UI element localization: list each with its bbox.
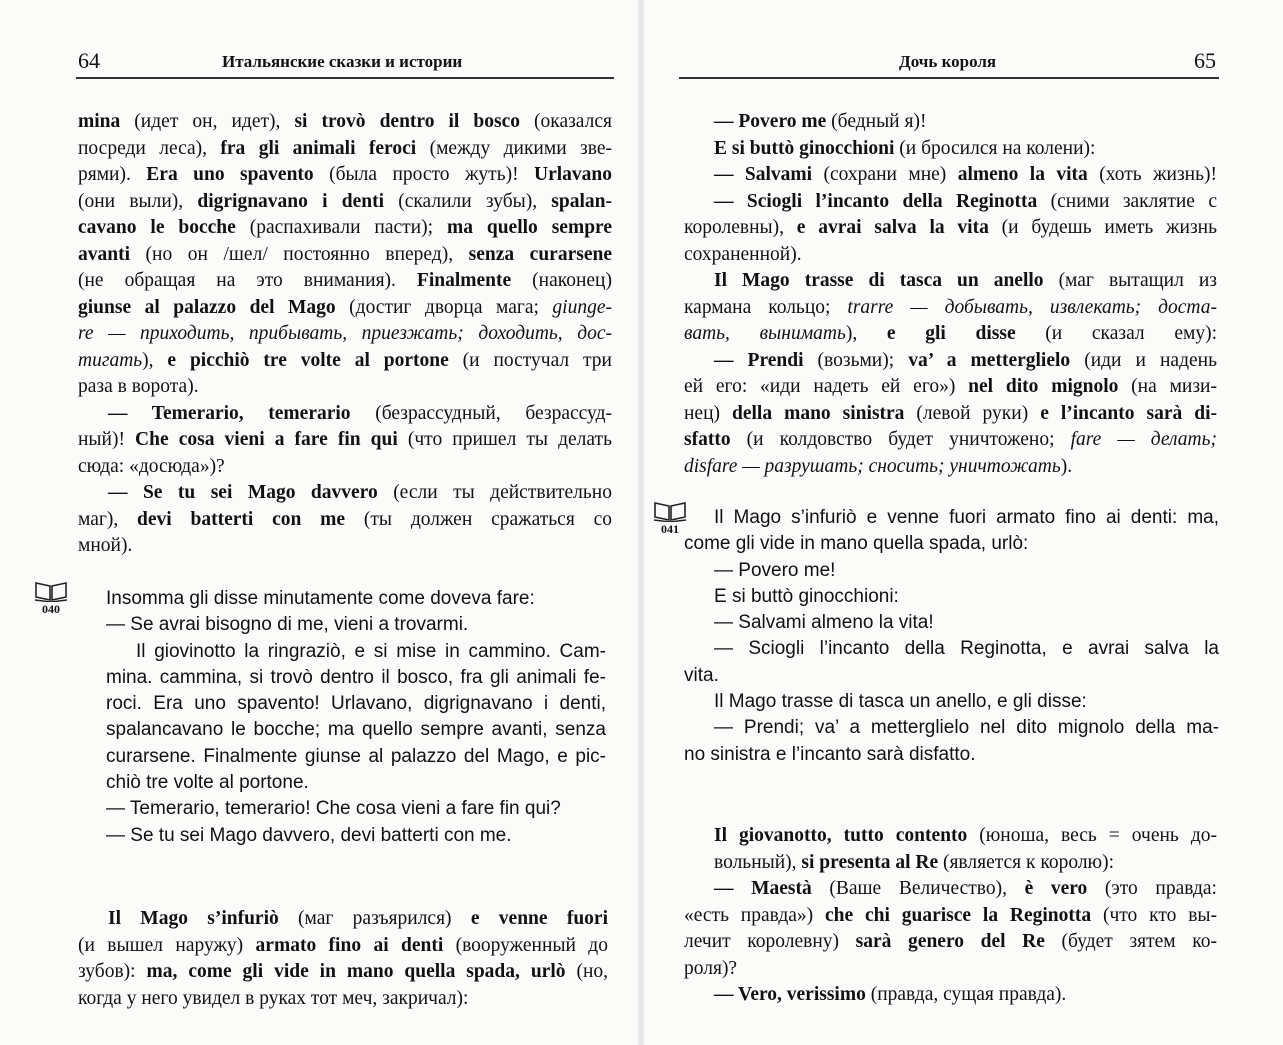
russian-translation: маг), — [78, 508, 138, 530]
open-book-icon — [34, 580, 68, 602]
russian-translation: (но он /шел/ постоянно вперед), — [130, 243, 469, 265]
header-rule — [76, 77, 614, 79]
text-line: — Se tu sei Mago davvero, devi batterti con me. — [106, 824, 512, 846]
italian-phrase: della mano sinistra — [732, 402, 905, 424]
italian-phrase: Che cosa vieni a fare fin qui — [135, 429, 398, 450]
text-line — [78, 162, 612, 189]
text-line: — Sciogli l’incanto della Reginotta, e avrai salva la — [714, 638, 1219, 660]
italian-phrase: è vero — [1024, 878, 1088, 899]
russian-translation: (вооруженный до — [443, 934, 608, 956]
text-line — [684, 427, 1217, 454]
audio-track-number: 041 — [661, 522, 679, 536]
russian-translation: когда у него увидел в руках тот меч, закричал): — [78, 987, 469, 1009]
text-line — [78, 454, 612, 481]
text-line — [684, 956, 1217, 983]
italian-phrase: devi batterti con me — [137, 508, 346, 530]
italian-phrase: Finalmente — [416, 270, 512, 291]
text-line — [78, 480, 612, 507]
russian-translation: (наконец) — [511, 270, 612, 291]
left-page — [0, 0, 641, 1045]
text-line: Insomma gli disse minutamente come doveva fare: — [106, 588, 535, 609]
italian-phrase: e l’incanto sarà di- — [1040, 402, 1217, 424]
russian-translation: сохраненной). — [684, 243, 802, 265]
russian-translation: мной). — [78, 535, 133, 556]
page-number: 64 — [78, 48, 100, 73]
russian-translation: (правда, сущая правда). — [865, 984, 1067, 1005]
bilingual-text-bottom — [684, 823, 1217, 1009]
russian-translation: (распахивали пасти); — [235, 217, 447, 238]
russian-translation: (Ваше Величество), — [811, 878, 1025, 899]
text-line: Il giovinotto la ringraziò, e si mise in cammino. Cam- — [136, 640, 606, 662]
italian-phrase: — Prendi — [714, 349, 804, 371]
russian-translation: (будет зятем ко- — [1044, 931, 1217, 952]
russian-translation: лечит королевну) — [684, 931, 856, 952]
russian-translation: (сохрани мне) — [812, 164, 958, 185]
italian-phrase: — Temerario, temerario — [108, 402, 351, 424]
italian-phrase: almeno la vita — [957, 164, 1088, 185]
italian-phrase: mina — [78, 111, 121, 132]
glossary-note: giunge- — [552, 296, 612, 318]
text-line — [684, 903, 1217, 930]
italian-phrase: ma, come gli vide in mano quella spada, urlò — [146, 961, 566, 982]
text-line — [684, 348, 1217, 375]
russian-translation: ), — [142, 349, 168, 371]
russian-translation: (не обращая на это внимания). — [78, 270, 417, 291]
italian-phrase: — Povero me — [714, 111, 827, 132]
russian-translation: королевны), — [684, 217, 797, 238]
italian-phrase: si trovò dentro il bosco — [294, 111, 520, 132]
italian-phrase: Urlavano — [534, 164, 613, 185]
italian-phrase: fra gli animali feroci — [220, 137, 417, 159]
italian-phrase: Il Mago trasse di tasca un anello — [714, 270, 1044, 291]
italian-phrase: Il giovanotto, tutto contento — [714, 825, 968, 846]
bilingual-text-bottom — [78, 906, 608, 1012]
italian-phrase: e picchiò tre volte al portone — [167, 349, 449, 371]
russian-translation: (сними заклятие с — [1037, 190, 1217, 212]
russian-translation: (что пришел ты делать — [397, 429, 612, 450]
russian-translation: (оказался — [519, 111, 612, 132]
text-line — [78, 242, 612, 269]
russian-translation: (и бросился на колени): — [894, 137, 1096, 159]
text-line: Il Mago trasse di tasca un anello, e gli disse: — [714, 691, 1087, 713]
italian-phrase: — Maestà — [714, 878, 812, 899]
russian-translation: (является к королю): — [938, 851, 1115, 873]
text-line — [78, 109, 612, 136]
text-line: — Povero me! — [714, 559, 836, 581]
text-line — [684, 162, 1217, 189]
russian-translation: зубов): — [78, 961, 147, 982]
russian-translation: (достиг дворца мага; — [335, 296, 553, 318]
italian-phrase: sfatto — [684, 429, 731, 450]
russian-translation: (бедный я)! — [826, 111, 927, 132]
italian-phrase: Il Mago s’infuriò — [108, 908, 279, 929]
russian-translation: (безрассудный, безрассуд- — [350, 402, 612, 424]
text-line — [684, 109, 1217, 136]
glossary-note: disfare — разрушать; сносить; уничтожать — [684, 455, 1061, 477]
text-line: Il Mago s’infuriò e venne fuori armato fino ai denti: ma, — [714, 507, 1219, 528]
text-line: curarsene. Finalmente giunse al palazzo del Mago, e pic- — [106, 745, 606, 767]
text-line — [78, 189, 612, 216]
italian-phrase: e venne fuori — [470, 908, 608, 929]
russian-translation: нец) — [684, 402, 733, 424]
italian-phrase: si presenta al Re — [801, 851, 939, 873]
text-line — [78, 401, 612, 428]
text-line — [78, 533, 612, 560]
russian-translation: (иди и надень — [1070, 349, 1217, 371]
text-line: chiò tre volte al portone. — [106, 772, 309, 794]
russian-translation: (и колдовство будет уничтожено; — [730, 429, 1071, 450]
russian-translation: (на мизи- — [1118, 376, 1217, 397]
text-line — [684, 321, 1217, 348]
russian-translation: (левой руки) — [904, 402, 1041, 424]
italian-phrase: — Sciogli l’incanto della Reginotta — [714, 190, 1038, 212]
audio-track-marker — [34, 580, 68, 617]
text-line — [78, 959, 608, 986]
russian-translation: (если ты действительно — [377, 482, 612, 503]
russian-translation: роля)? — [684, 957, 738, 979]
text-line — [78, 933, 608, 960]
italian-phrase: — Vero, verissimo — [714, 984, 866, 1005]
italian-phrase: ma quello sempre — [446, 217, 612, 238]
russian-translation: ), — [845, 323, 887, 344]
text-line: — Se avrai bisogno di me, vieni a trovarmi. — [106, 614, 469, 636]
audio-track-marker — [653, 500, 687, 537]
russian-translation: (скалили зубы), — [384, 190, 552, 212]
header-rule — [679, 77, 1219, 79]
glossary-note: тигать — [78, 349, 143, 371]
russian-translation: (возьми); — [803, 349, 909, 371]
text-line — [684, 982, 1217, 1009]
text-line — [78, 374, 612, 401]
russian-translation: (маг разъярился) — [278, 908, 471, 929]
russian-translation: посреди леса), — [78, 137, 221, 159]
text-line — [684, 876, 1217, 903]
running-head: Дочь короля — [899, 52, 997, 71]
italian-phrase: va’ a metterglielo — [908, 349, 1071, 371]
russian-translation: рями). — [78, 164, 147, 185]
open-book-icon — [653, 500, 687, 522]
text-line — [684, 454, 1217, 481]
text-line — [78, 321, 612, 348]
russian-translation: кармана кольцо; — [684, 296, 848, 318]
text-line — [684, 850, 1217, 877]
text-line: come gli vide in mano quella spada, urlò: — [684, 533, 1029, 555]
russian-translation: (и будешь иметь жизнь — [988, 217, 1217, 238]
russian-translation: ей его: «иди надеть ей его») — [684, 376, 969, 397]
text-line: vita. — [684, 664, 719, 686]
text-line — [78, 906, 608, 933]
text-line — [684, 295, 1217, 322]
text-line: — Temerario, temerario! Che cosa vieni a fare fin qui? — [106, 798, 561, 820]
italian-phrase: sarà genero del Re — [855, 931, 1045, 952]
russian-translation: ный)! — [78, 429, 136, 450]
italian-phrase: cavano le bocche — [78, 217, 236, 238]
glossary-note: re — приходить, прибывать, приезжать; доходить, дос- — [78, 323, 612, 344]
text-line — [684, 374, 1217, 401]
italian-phrase: nel dito mignolo — [968, 376, 1119, 397]
italian-text — [684, 505, 1219, 768]
italian-phrase: digrignavano i denti — [197, 190, 384, 212]
russian-translation: (маг вытащил из — [1043, 270, 1218, 291]
italian-phrase: — Salvami — [714, 164, 813, 185]
text-line — [684, 823, 1217, 850]
italian-phrase: — Se tu sei Mago davvero — [108, 482, 378, 503]
russian-translation: (ты должен сражаться со — [345, 508, 613, 530]
text-line: — Salvami almeno la vita! — [714, 612, 934, 634]
russian-translation: сюда: «досюда»)? — [78, 455, 225, 477]
russian-translation: раза в ворота). — [78, 376, 199, 397]
text-line — [684, 929, 1217, 956]
text-line — [684, 242, 1217, 269]
text-line — [684, 401, 1217, 428]
russian-translation: (и вышел наружу) — [78, 934, 256, 956]
text-line — [78, 215, 612, 242]
italian-phrase: Era uno spavento — [146, 164, 314, 185]
russian-translation: (идет он, идет), — [120, 111, 295, 132]
italian-phrase: E si buttò ginocchioni — [714, 137, 895, 159]
text-line: roci. Era uno spavento! Urlavano, digrignavano i denti, — [106, 693, 606, 715]
russian-translation: (юноша, весь = очень до- — [967, 825, 1217, 846]
italian-phrase: che chi guarisce la Reginotta — [825, 904, 1092, 926]
russian-translation: (что кто вы- — [1091, 904, 1218, 926]
italian-phrase: e gli disse — [886, 323, 1016, 344]
russian-translation: (была просто жуть)! — [313, 164, 535, 185]
text-line: — Prendi; va’ a metterglielo nel dito mignolo della ma- — [714, 717, 1219, 739]
bilingual-text-top — [78, 109, 612, 560]
text-line — [78, 507, 612, 534]
russian-translation: (хоть жизнь)! — [1087, 164, 1217, 185]
russian-translation: «есть правда») — [684, 904, 826, 926]
page-number: 65 — [1194, 48, 1216, 73]
text-line: mina. cammina, si trovò dentro il bosco, fra gli animali fe- — [106, 666, 606, 688]
russian-translation: (но, — [565, 961, 609, 982]
text-line — [78, 427, 612, 454]
text-line — [684, 136, 1217, 163]
text-line — [78, 986, 608, 1013]
text-line: E si buttò ginocchioni: — [714, 585, 899, 607]
text-line — [78, 136, 612, 163]
bilingual-text-top — [684, 109, 1217, 480]
italian-phrase: armato fino ai denti — [255, 934, 444, 956]
text-line — [78, 268, 612, 295]
russian-translation: (и постучал три — [448, 349, 612, 371]
italian-phrase: spalan- — [551, 190, 612, 212]
italian-phrase: giunse al palazzo del Mago — [78, 296, 336, 318]
italian-text — [106, 586, 606, 849]
text-line: no sinistra e l’incanto sarà disfatto. — [684, 743, 976, 765]
text-line — [78, 295, 612, 322]
italian-phrase: senza curarsene — [468, 243, 612, 265]
text-line — [78, 348, 612, 375]
text-line: spalancavano le bocche; ma quello sempre avanti, senza — [106, 719, 606, 741]
russian-translation: вольный), — [714, 851, 802, 873]
audio-track-number: 040 — [42, 602, 60, 616]
italian-phrase: avanti — [78, 243, 131, 265]
running-head: Итальянские сказки и истории — [222, 52, 463, 71]
right-page — [641, 0, 1283, 1045]
text-line — [684, 268, 1217, 295]
russian-translation: ). — [1060, 455, 1073, 477]
russian-translation: (они выли), — [78, 190, 198, 212]
italian-phrase: e avrai salva la vita — [796, 217, 989, 238]
glossary-note: вать, вынимать — [684, 323, 846, 344]
russian-translation: (это правда: — [1087, 878, 1217, 899]
text-line — [684, 189, 1217, 216]
text-line — [684, 215, 1217, 242]
glossary-note: trarre — добывать, извлекать; доста- — [847, 296, 1217, 318]
russian-translation: (между дикими зве- — [416, 137, 612, 159]
russian-translation: (и сказал ему): — [1015, 323, 1217, 344]
glossary-note: fare — делать; — [1070, 429, 1217, 450]
